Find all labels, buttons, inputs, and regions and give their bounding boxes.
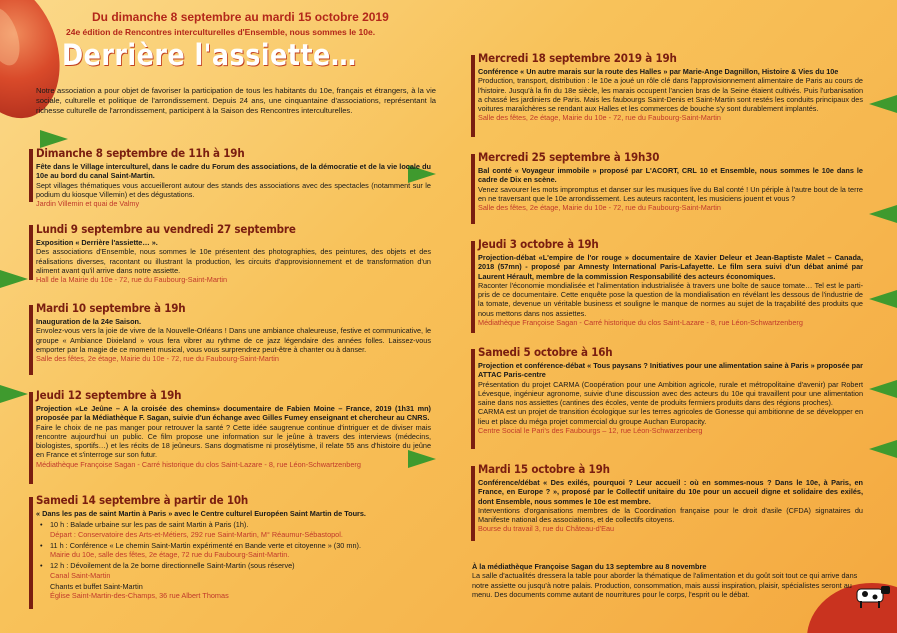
schedule-text: Balade urbaine sur les pas de saint Martin à Paris (1h). [70,520,249,530]
event-block [36,302,431,363]
event-block [478,463,863,534]
schedule-location: Mairie du 10e, salle des fêtes, 2e étage, 72 rue du Faubourg-Saint-Martin. [50,550,290,560]
event-body: Sept villages thématiques vous accueilleront autour des stands des associations avec des spectacles (notamment sur le podium du kiosque Villemin) et des dégustations. [36,180,431,199]
event-block [478,52,863,123]
event-block [36,147,431,208]
green-triangle-decoration [869,380,897,398]
event-lead: Exposition « Derrière l'assiette… ». [36,238,158,247]
note-title: À la médiathèque Françoise Sagan du 13 septembre au 8 novembre [472,562,707,571]
extra-location: Église Saint-Martin-des-Champs, 36 rue Albert Thomas [50,591,229,601]
green-triangle-decoration [869,205,897,223]
section-bar [471,55,475,137]
event-location: Hall de la Mairie du 10e - 72, rue du Faubourg-Saint-Martin [36,275,228,285]
list-item [36,561,431,580]
event-body: Des associations d'Ensemble, nous sommes le 10e présentent des photographies, des peintures, des objets et des réalisations diverses, racontant ou illustrant la production, les circuits d'approvisionnement et de transformation d'un aliment avant qu'il arrive dans notre assiette. [36,247,431,275]
event-title: Mardi 15 octobre à 19h [478,462,610,476]
event-location: Centre Social le Pari's des Faubourgs – 12, rue Léon-Schwarzenberg [478,426,703,436]
event-title: Mercredi 25 septembre à 19h30 [478,150,660,164]
list-item [36,520,431,539]
event-body: Raconter l'économie mondialisée et l'alimentation industrialisée à travers une boîte de sauce tomate… Tel est le parti-pris de ce documentaire. Cette enquête pose la question de la mondialisation en révélant les dessous de l'industrie de la tomate, devenue un véritable business et souligne le manque de normes au sujet de la traçabilité des produits que nous mettons dans nos assiettes. [478,280,863,318]
event-location: Médiathèque Françoise Sagan - Carré historique du clos Saint-Lazare - 8, rue Léon-Schwartzenberg [36,459,361,469]
event-body: Interventions d'organisations membres de la Coordination française pour le droit d'asile (CFDA) signataires du Manifeste national des associations, et de collectifs citoyens. [478,505,863,525]
event-location: Salle des fêtes, 2e étage, Mairie du 10e - 72, rue du Faubourg-Saint-Martin [478,203,721,213]
event-title: Samedi 5 octobre à 16h [478,345,613,359]
event-location: Salle des fêtes, 2e étage, Mairie du 10e - 72, rue du Faubourg-Saint-Martin [36,354,279,364]
event-body: Venez savourer les mots impromptus et danser sur les musiques live du Bal conté ! Un périple à l'autre bout de la terre en ne traversant que le 10e arrondissement. Les auteurs racontent, les musiciens jouent et vous ? [478,184,863,203]
event-block [478,151,863,212]
event-block [36,223,431,284]
event-body: Présentation du projet CARMA (Coopération pour une Ambition agricole, rurale et métropolitaine d'avenir) par Robert Lévesque, ingénieur agronome, suivie d'une discussion avec des acteurs du 10e qui travaillent pour une alimentation saine dans nos assiettes (cantines des écoles, vente de produits fermiers produits dans des régions proches). [478,379,863,408]
schedule-time: 10 h : [50,520,69,530]
mediatheque-note [472,562,867,599]
event-location: Jardin Villemin et quai de Valmy [36,199,140,209]
schedule-location: Canal Saint-Martin [50,570,111,580]
event-lead: Conférence « Un autre marais sur la route des Halles » par Marie-Ange Dagnillon, Histoire & Vies du 10e [478,67,839,76]
green-triangle-decoration [869,290,897,308]
event-block [36,389,431,469]
event-body: Envolez-vous vers la joie de vivre de la Nouvelle-Orléans ! Dans une ambiance chaleureuse, festive et communicative, le groupe « Ambiance Dixieland » vous fera vibrer au rythme de ce jazz légendaire des années folles. Laissez-vous emporter par la magie de ce moment musical, vous vous surprendrez peut-être à chanter ou à danser. [36,326,431,354]
section-bar [29,392,33,484]
extra-activity: Chants et buffet Saint-Martin [50,582,143,592]
section-bar [29,225,33,280]
event-block [478,346,863,435]
schedule-text: Conférence « Le chemin Saint-Martin expérimenté en Bande verte et citoyenne » (30 mn). [69,540,361,550]
event-lead: Bal conté « Voyageur immobile » proposé par L'ACORT, CRL 10 et Ensemble, nous sommes le 10e dans le cadre de Dix en scène. [478,166,863,185]
event-lead: Projection et conférence-débat « Tous paysans ? Initiatives pour une alimentation saine à Paris » proposée par ATTAC Paris-centre [478,361,863,380]
event-title: Samedi 14 septembre à partir de 10h [36,493,249,507]
schedule-text: Dévoilement de la 2e borne directionnelle Saint-Martin (sous réserve) [70,561,295,571]
event-title: Jeudi 3 octobre à 19h [478,237,599,251]
event-lead: Projection-débat «L'empire de l'or rouge » documentaire de Xavier Deleur et Jean-Baptiste Malet – Canada, 2018 (57mn) - proposé par Amnesty International Paris-Lafayette. Le film sera suivi d'un débat animé par Laurent Hérault, membre de la commission Responsabilité des acteurs économiques. [478,253,863,281]
page-title: Derrière l'assiette… [62,38,357,72]
green-triangle-decoration [869,95,897,113]
date-range: Du dimanche 8 septembre au mardi 15 octobre 2019 [92,10,389,24]
event-location: Bourse du travail 3, rue du Château-d'Eau [478,524,615,534]
event-body-2: CARMA est un projet de transition écologique sur les terres agricoles de Gonesse qui ambitionne de se développer en lieu et place du méga projet commercial du groupe Auchan Europacity. [478,407,863,426]
event-block [478,238,863,327]
event-location: Salle des fêtes, 2e étage, Mairie du 10e - 72, rue du Faubourg-Saint-Martin [478,113,721,123]
schedule-list [36,520,431,580]
event-title: Jeudi 12 septembre à 19h [36,388,182,402]
event-lead: Projection «Le Jeûne – A la croisée des chemins» documentaire de Fabien Moine – France, 2019 (1h31 mn) proposée par la Médiathèque F. Sagan, suivie d'un échange avec Gilles Fumey enseignant et chercheur au CNRS. [36,404,431,423]
section-bar [29,497,33,609]
section-bar [471,154,475,224]
section-bar [471,349,475,449]
event-block [36,494,431,601]
schedule-location: Départ : Conservatoire des Arts-et-Métiers, 292 rue Saint-Martin, M° Réaumur-Sébastopol. [50,529,343,539]
event-lead: Conférence/débat « Des exilés, pourquoi ? Leur accueil : où en sommes-nous ? Dans le 10e, à Paris, en France, en Europe ? », proposé par le Collectif unitaire du 10e pour un accueil digne et solidaire des exilés, dont Ensemble, nous sommes le 10e est membre. [478,478,863,506]
event-lead: Inauguration de la 24e Saison. [36,317,142,326]
section-bar [471,241,475,333]
intro-paragraph: Notre association a pour objet de favoriser la participation de tous les habitants du 10e, français et étrangers, à la vie sociale, culturelle et politique de l'arrondissement. Depuis 24 ans, une cinquantaine d'associations, représentant la richesse culturelle de l'arrondissement, participent à la Saison des Rencontres interculturelles. [36,86,436,115]
event-title: Lundi 9 septembre au vendredi 27 septembre [36,222,296,236]
schedule-time: 11 h : [50,540,68,550]
section-bar [29,149,33,202]
section-bar [471,466,475,541]
note-body: La salle d'actualités dressera la table pour aborder la thématique de l'alimentation et du goût soit tout ce qui arrive dans notre assiette ou jusqu'à notre palais. Production, consommation, mais aussi inspiration, plaisir, spécialistes seront au menu. Des documents comme autant de nourritures pour le corps, l'esprit ou le débat. [472,571,858,599]
event-title: Dimanche 8 septembre de 11h à 19h [36,146,245,160]
green-triangle-decoration [0,270,28,288]
event-body: Faire le choix de ne pas manger pour retrouver la santé ? Cette idée saugrenue continue d'intriguer et de diviser mais rencontre aujourd'hui un public. Ce film propose une information sur le jeûne à travers des interviews (médecins, biologistes, sportifs…) et les récits de 18 jeûneurs. Sans dogmatisme ni prosélytisme, il relate 55 ans d'histoire du jeûne en France et s'interroge sur son futur. [36,422,431,460]
event-lead: Fête dans le Village interculturel, dans le cadre du Forum des associations, de la démocratie et de la vie locale du 10e au bord du canal Saint-Martin. [36,162,431,181]
edition-subtitle: 24e édition de Rencontres interculturelles d'Ensemble, nous sommes le 10e. [66,27,376,37]
green-triangle-decoration [869,440,897,458]
event-lead: « Dans les pas de saint Martin à Paris » avec le Centre culturel Européen Saint Martin de Tours. [36,509,366,518]
event-title: Mercredi 18 septembre 2019 à 19h [478,51,677,65]
schedule-time: 12 h : [50,561,69,571]
event-body: Production, transport, distribution : le 10e a joué un rôle clé dans l'approvisionnement alimentaire de Paris au cours de l'histoire. Jusqu'à la fin du 18e siècle, les marais occupent l'ancien bras de la Seine étaient cultivés. Puis l'urbanisation a chassé les jardiniers de Paris. Mais les faubourgs Saint-Denis et Saint-Martin sont restés les conduits principaux des voitures maraîchères se rendant aux Halles et les commerces de bouche s'y sont durablement implantés. [478,76,863,114]
section-bar [29,305,33,375]
event-title: Mardi 10 septembre à 19h [36,301,186,315]
green-triangle-decoration [0,385,28,403]
event-location: Médiathèque Françoise Sagan - Carré historique du clos Saint-Lazare - 8, rue Léon-Schwartzenberg [478,318,803,328]
list-item [36,541,431,560]
